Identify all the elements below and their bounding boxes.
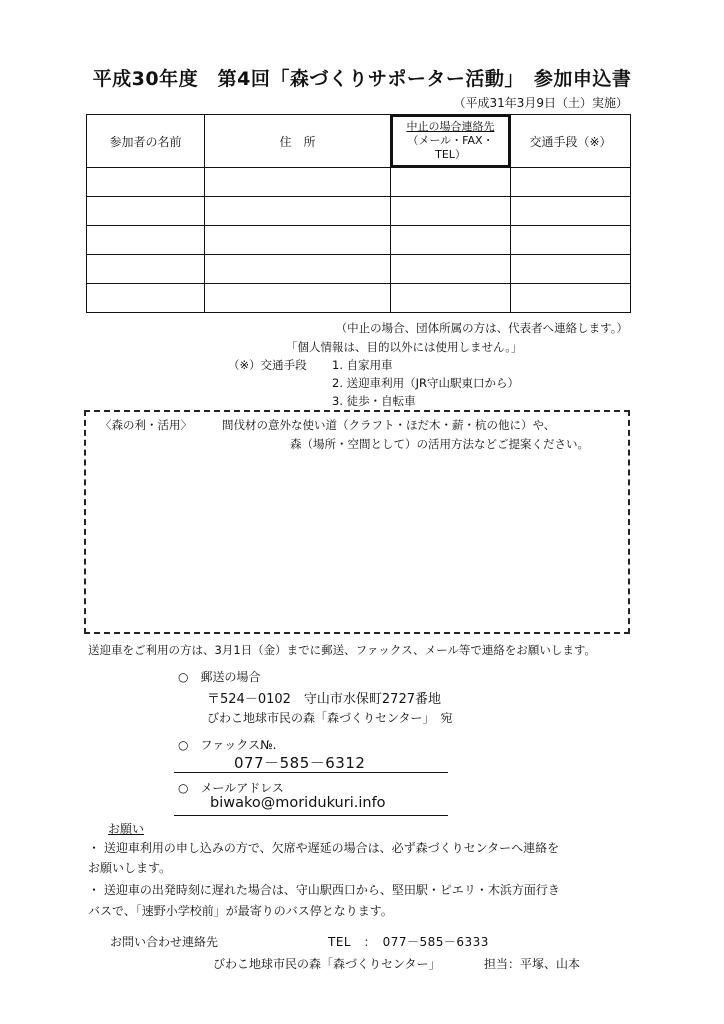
request-item2-line1: ・ 送迎車の出発時刻に遅れた場合は、守山駅西口から、堅田駅・ピエリ・木浜方面行き [88, 883, 560, 897]
forest-use-text-line2: 森（場所・空間として）の活用方法などご提案ください。 [290, 437, 589, 451]
table-row [87, 197, 631, 226]
inquiry-label: お問い合わせ連絡先 [110, 935, 219, 949]
cell-contact[interactable] [391, 168, 511, 197]
cell-contact[interactable] [391, 284, 511, 313]
cell-contact[interactable] [391, 255, 511, 284]
cell-name[interactable] [87, 226, 205, 255]
cell-transport[interactable] [511, 168, 631, 197]
cell-address[interactable] [205, 168, 391, 197]
cell-contact[interactable] [391, 197, 511, 226]
inquiry-staff: 担当：平塚、山本 [484, 957, 581, 971]
cell-address[interactable] [205, 255, 391, 284]
contact-header-box [391, 115, 510, 167]
cell-address[interactable] [205, 284, 391, 313]
email-address[interactable]: biwako@moridukuri.info [210, 795, 386, 811]
cell-name[interactable] [87, 255, 205, 284]
cell-name[interactable] [87, 284, 205, 313]
participant-table [86, 114, 631, 313]
transport-heading: （※）交通手段 [228, 358, 307, 372]
table-row [87, 168, 631, 197]
request-item1-line2: お願いします。 [88, 861, 172, 875]
request-item1-line1: ・ 送迎車利用の申し込みの方で、欠席や遅延の場合は、必ず森づくりセンターへ連絡を [88, 841, 560, 855]
cell-address[interactable] [205, 226, 391, 255]
col-header-contact [391, 115, 511, 168]
email-heading: ○ メールアドレス [178, 781, 284, 795]
request-item2-line2: バスで、「速野小学校前」が最寄りのバス停となります。 [88, 904, 393, 918]
requests-heading: お願い [108, 822, 145, 836]
table-header-row [87, 115, 631, 168]
col-header-name: 参加者の名前 [87, 115, 205, 168]
fax-heading: ○ ファックス№. [178, 738, 277, 752]
cell-transport[interactable] [511, 197, 631, 226]
transport-option-walk: 3. 徒歩・自転車 [332, 394, 416, 408]
contact-header-line1: 中止の場合連絡先 [406, 120, 495, 133]
cancel-note: （中止の場合、団体所属の方は、代表者へ連絡します。） [335, 321, 628, 335]
cell-address[interactable] [205, 197, 391, 226]
inquiry-organization: びわこ地球市民の森「森づくりセンター」 [213, 957, 441, 971]
page-title: 平成30年度 第4回「森づくりサポーター活動」 参加申込書 [92, 68, 632, 90]
inquiry-tel: TEL ： 077－585－6333 [328, 935, 489, 949]
cell-transport[interactable] [511, 284, 631, 313]
mail-heading: ○ 郵送の場合 [178, 670, 261, 684]
cell-name[interactable] [87, 168, 205, 197]
table-row [87, 284, 631, 313]
col-header-transport: 交通手段（※） [511, 115, 631, 168]
cell-transport[interactable] [511, 255, 631, 284]
fax-number: 077－585－6312 [234, 754, 366, 772]
shuttle-request-text: 送迎車をご利用の方は、3月1日（金）までに郵送、ファックス、メール等で連絡をお願いします。 [88, 643, 596, 657]
table-row [87, 255, 631, 284]
col-header-address: 住 所 [205, 115, 391, 168]
cell-transport[interactable] [511, 226, 631, 255]
email-underline [174, 815, 448, 816]
transport-option-shuttle: 2. 送迎車利用（JR守山駅東口から） [332, 376, 520, 390]
contact-header-line2: （メール・FAX・TEL） [407, 134, 494, 161]
forest-use-text-line1: 間伐材の意外な使い道（クラフト・ほだ木・薪・杭の他に）や、 [222, 418, 556, 432]
transport-option-car: 1. 自家用車 [332, 358, 393, 372]
table-row [87, 226, 631, 255]
mail-address-line2: びわこ地球市民の森「森づくりセンター」 宛 [207, 711, 453, 725]
forest-use-label: 〈森の利・活用〉 [100, 418, 192, 432]
mail-address-line1: 〒524－0102 守山市水保町2727番地 [207, 692, 441, 707]
privacy-note: 「個人情報は、目的以外には使用しません。」 [286, 340, 523, 354]
event-date: （平成31年3月9日（土）実施） [453, 96, 628, 110]
cell-contact[interactable] [391, 226, 511, 255]
fax-underline [174, 772, 448, 773]
cell-name[interactable] [87, 197, 205, 226]
